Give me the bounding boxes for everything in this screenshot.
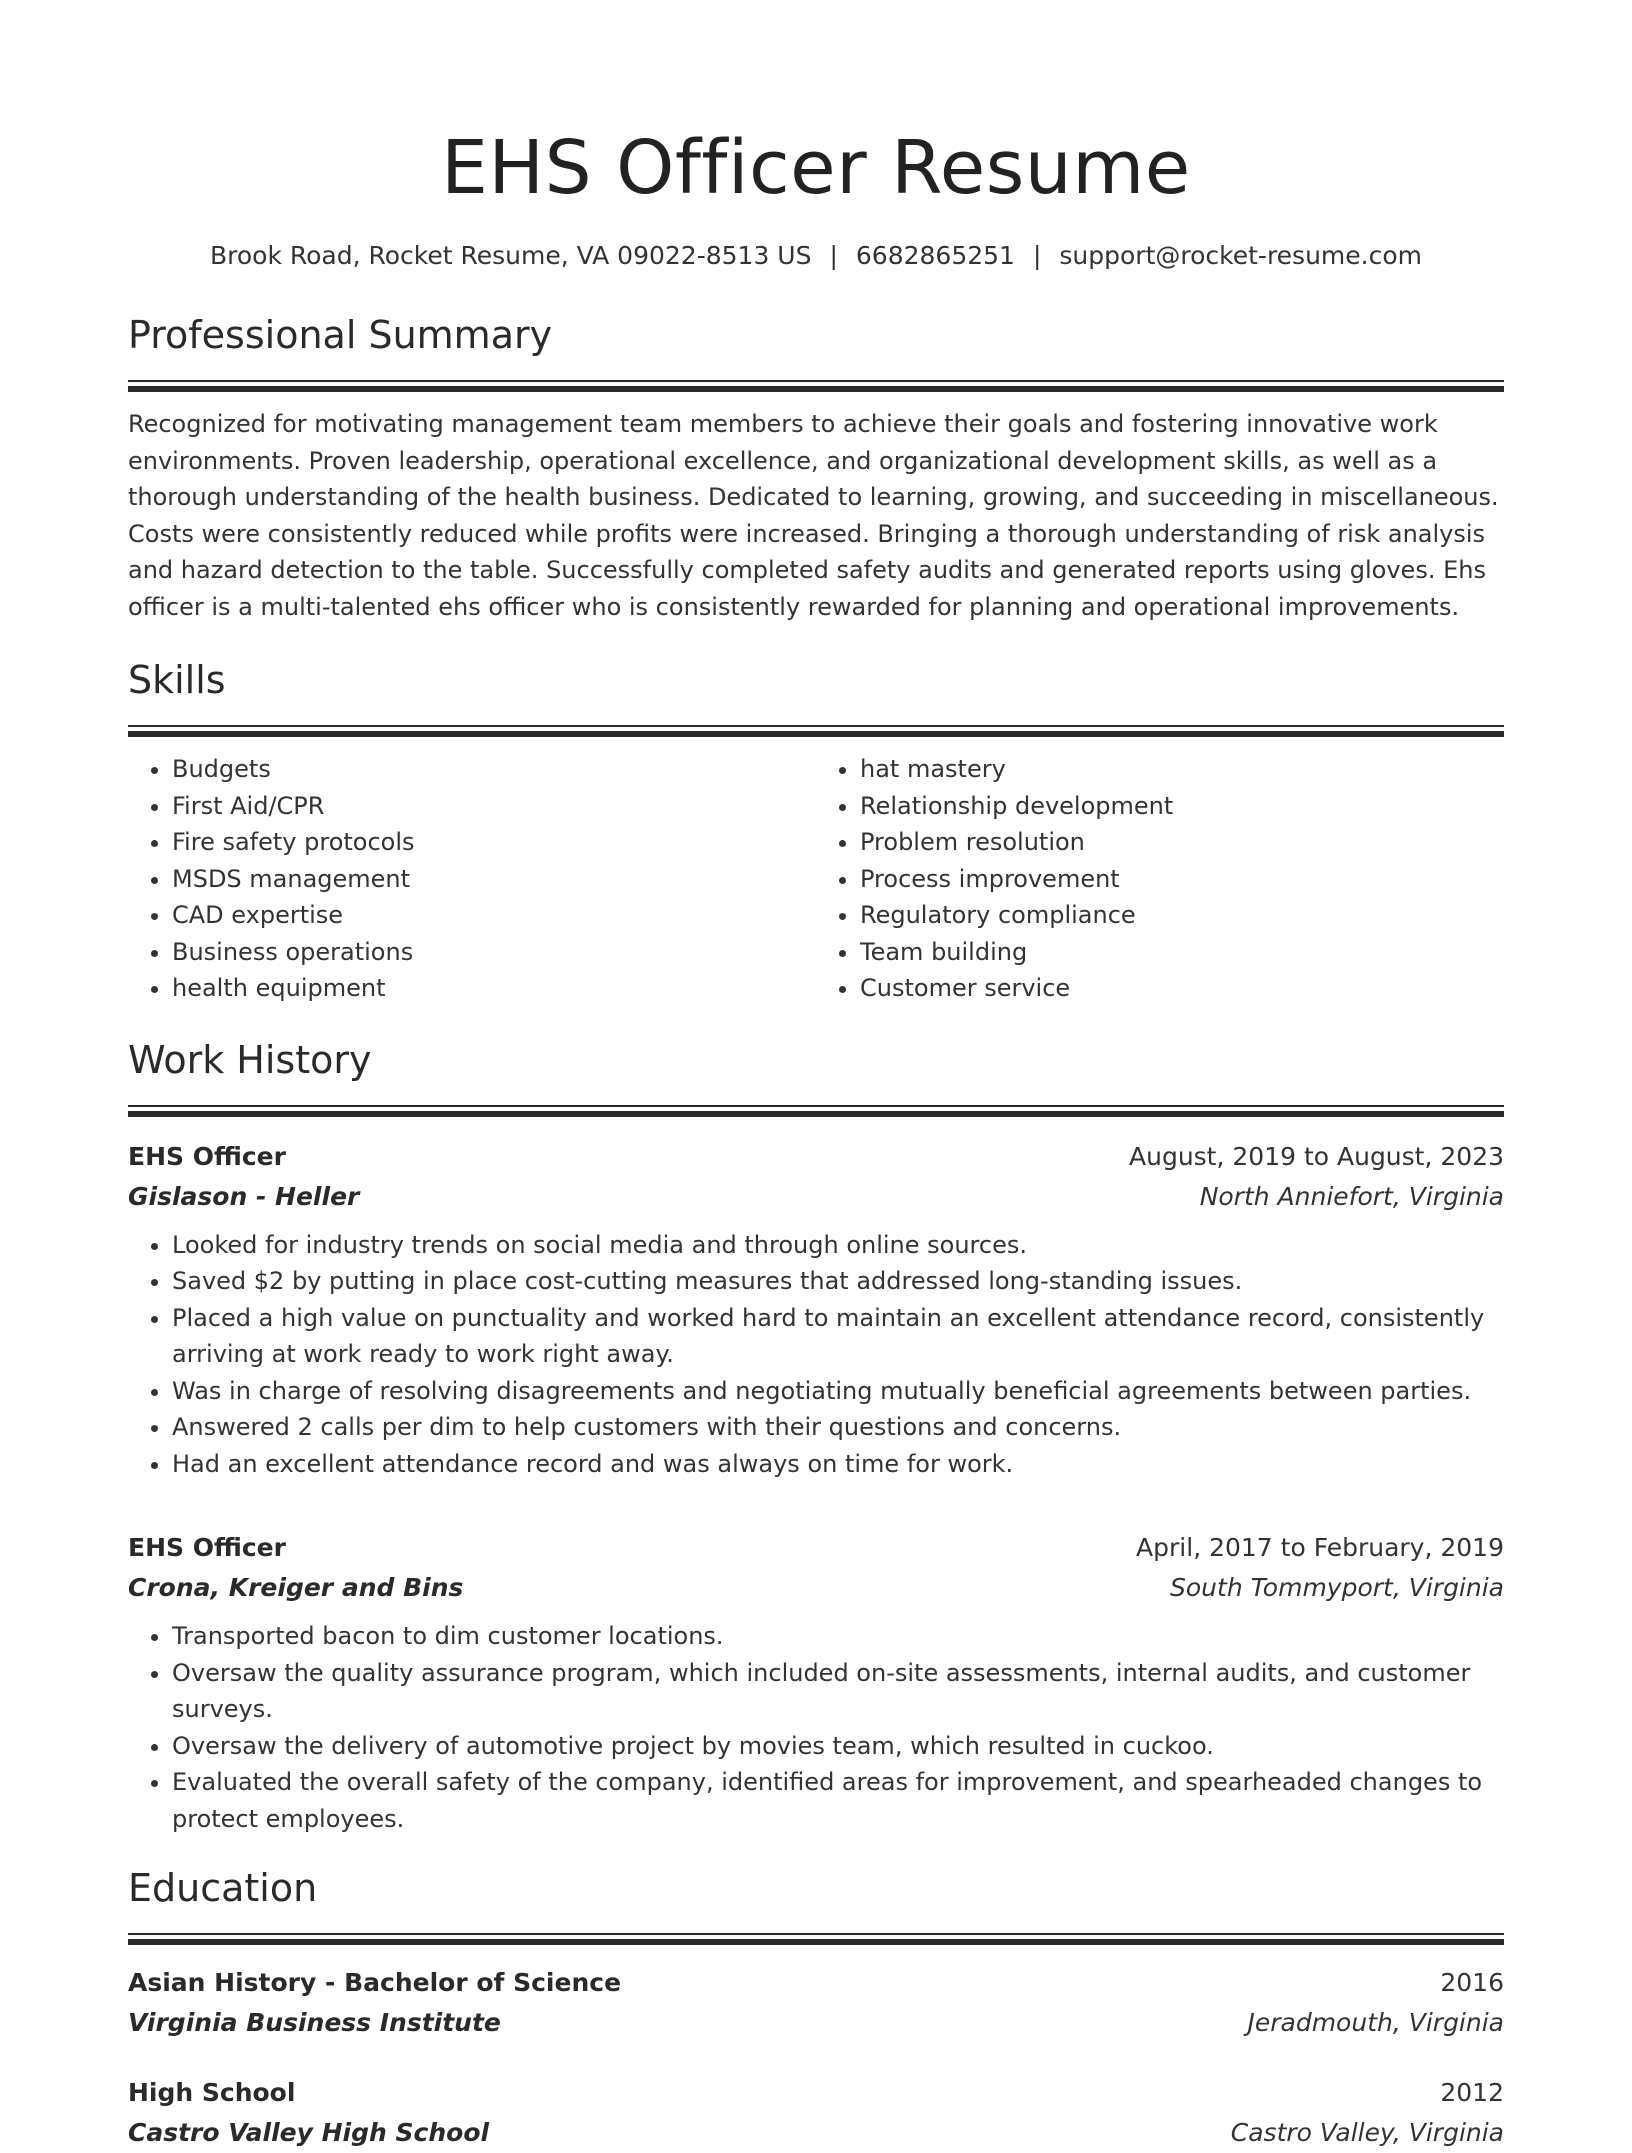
section-divider bbox=[128, 1933, 1504, 1945]
work-history-heading: Work History bbox=[128, 1037, 372, 1082]
section-divider bbox=[128, 1105, 1504, 1117]
skill-item: • health equipment bbox=[172, 970, 816, 1007]
skill-item: • Relationship development bbox=[860, 788, 1504, 825]
summary-section bbox=[128, 310, 1504, 625]
skill-item: • Team building bbox=[860, 934, 1504, 971]
job-bullet: • Transported bacon to dim customer locations. bbox=[172, 1618, 1504, 1655]
job-company: Crona, Kreiger and Bins bbox=[128, 1573, 464, 1602]
skill-item: • First Aid/CPR bbox=[172, 788, 816, 825]
job-company-row bbox=[128, 1568, 1504, 1608]
job-bullet: • Evaluated the overall safety of the company, identified areas for improvement, and spearheaded changes to protect employees. bbox=[172, 1764, 1504, 1837]
skill-item: • Regulatory compliance bbox=[860, 897, 1504, 934]
contact-email[interactable]: support@rocket-resume.com bbox=[1059, 241, 1423, 270]
skills-section bbox=[128, 655, 1504, 1007]
education-school: Castro Valley High School bbox=[128, 2118, 490, 2147]
skill-item: • Problem resolution bbox=[860, 824, 1504, 861]
job-location: South Tommyport, Virginia bbox=[1170, 1573, 1504, 1602]
job-bullets bbox=[128, 1227, 1504, 1483]
work-history-section bbox=[128, 1035, 1504, 1838]
education-year: 2016 bbox=[1440, 1968, 1504, 1997]
section-divider bbox=[128, 380, 1504, 392]
job-bullet: • Saved $2 by putting in place cost-cutting measures that addressed long-standing issues. bbox=[172, 1263, 1504, 1300]
job-company-row bbox=[128, 1177, 1504, 1217]
education-school: Virginia Business Institute bbox=[128, 2008, 501, 2037]
education-degree: High School bbox=[128, 2078, 296, 2107]
job-title: EHS Officer bbox=[128, 1533, 286, 1562]
skill-item: • Business operations bbox=[172, 934, 816, 971]
job-bullet: • Placed a high value on punctuality and worked hard to maintain an excellent attendance record, consistently arriving at work ready to work right away. bbox=[172, 1300, 1504, 1373]
job-bullet: • Was in charge of resolving disagreements and negotiating mutually beneficial agreements between parties. bbox=[172, 1373, 1504, 1410]
job-entry bbox=[128, 1528, 1504, 1837]
job-bullet: • Oversaw the quality assurance program, which included on-site assessments, internal audits, and customer surveys. bbox=[172, 1655, 1504, 1728]
skills-list-right bbox=[816, 751, 1504, 1007]
education-school-row bbox=[128, 2113, 1504, 2153]
skill-item: • CAD expertise bbox=[172, 897, 816, 934]
job-bullet: • Oversaw the delivery of automotive project by movies team, which resulted in cuckoo. bbox=[172, 1728, 1504, 1765]
contact-address: Brook Road, Rocket Resume, VA 09022-8513 US bbox=[209, 241, 812, 270]
education-entry bbox=[128, 2073, 1504, 2153]
contact-phone[interactable]: 6682865251 bbox=[855, 241, 1015, 270]
education-header-row bbox=[128, 1963, 1504, 2003]
job-header-row bbox=[128, 1528, 1504, 1568]
skills-list-left bbox=[128, 751, 816, 1007]
section-divider bbox=[128, 725, 1504, 737]
skill-item: • Process improvement bbox=[860, 861, 1504, 898]
job-title: EHS Officer bbox=[128, 1141, 286, 1171]
job-bullet: • Looked for industry trends on social media and through online sources. bbox=[172, 1227, 1504, 1264]
job-bullet: • Answered 2 calls per dim to help customers with their questions and concerns. bbox=[172, 1409, 1504, 1446]
education-school-row bbox=[128, 2003, 1504, 2043]
education-degree: Asian History - Bachelor of Science bbox=[128, 1968, 622, 1997]
skill-item: • Customer service bbox=[860, 970, 1504, 1007]
skill-item: • Budgets bbox=[172, 751, 816, 788]
skill-item: • MSDS management bbox=[172, 861, 816, 898]
job-dates: April, 2017 to February, 2019 bbox=[1136, 1533, 1504, 1562]
skill-item: • Fire safety protocols bbox=[172, 824, 816, 861]
education-entry bbox=[128, 1963, 1504, 2043]
job-bullet: • Had an excellent attendance record and was always on time for work. bbox=[172, 1446, 1504, 1483]
summary-heading: Professional Summary bbox=[128, 313, 553, 357]
resume-title: EHS Officer Resume bbox=[441, 125, 1191, 211]
education-section bbox=[128, 1863, 1504, 2153]
skill-item: • hat mastery bbox=[860, 751, 1504, 788]
contact-line bbox=[128, 238, 1504, 274]
contact-separator: | bbox=[1032, 241, 1042, 270]
job-company: Gislason - Heller bbox=[128, 1181, 360, 1211]
job-location: North Anniefort, Virginia bbox=[1199, 1181, 1504, 1211]
education-year: 2012 bbox=[1440, 2078, 1504, 2107]
job-entry bbox=[128, 1137, 1504, 1483]
contact-separator: | bbox=[829, 241, 838, 270]
job-header-row bbox=[128, 1137, 1504, 1177]
skills-columns bbox=[128, 751, 1504, 1007]
job-dates: August, 2019 to August, 2023 bbox=[1129, 1141, 1504, 1171]
skills-heading: Skills bbox=[128, 658, 226, 702]
job-bullets bbox=[128, 1618, 1504, 1837]
summary-text: Recognized for motivating management team members to achieve their goals and fostering innovative work environments. Proven leadership, operational excellence, and organizational development skills, as well as a thorough understanding of the health business. Dedicated to learning, growing, and succeeding in miscellaneous. Costs were consistently reduced while profits were increased. Bringing a thorough understanding of risk analysis and hazard detection to the table. Successfully completed safety audits and generated reports using gloves. Ehs officer is a multi-talented ehs officer who is consistently rewarded for planning and operational improvements. bbox=[128, 410, 1499, 621]
education-header-row bbox=[128, 2073, 1504, 2113]
education-location: Castro Valley, Virginia bbox=[1230, 2118, 1504, 2147]
education-location: Jeradmouth, Virginia bbox=[1247, 2008, 1504, 2037]
education-heading: Education bbox=[128, 1866, 318, 1910]
